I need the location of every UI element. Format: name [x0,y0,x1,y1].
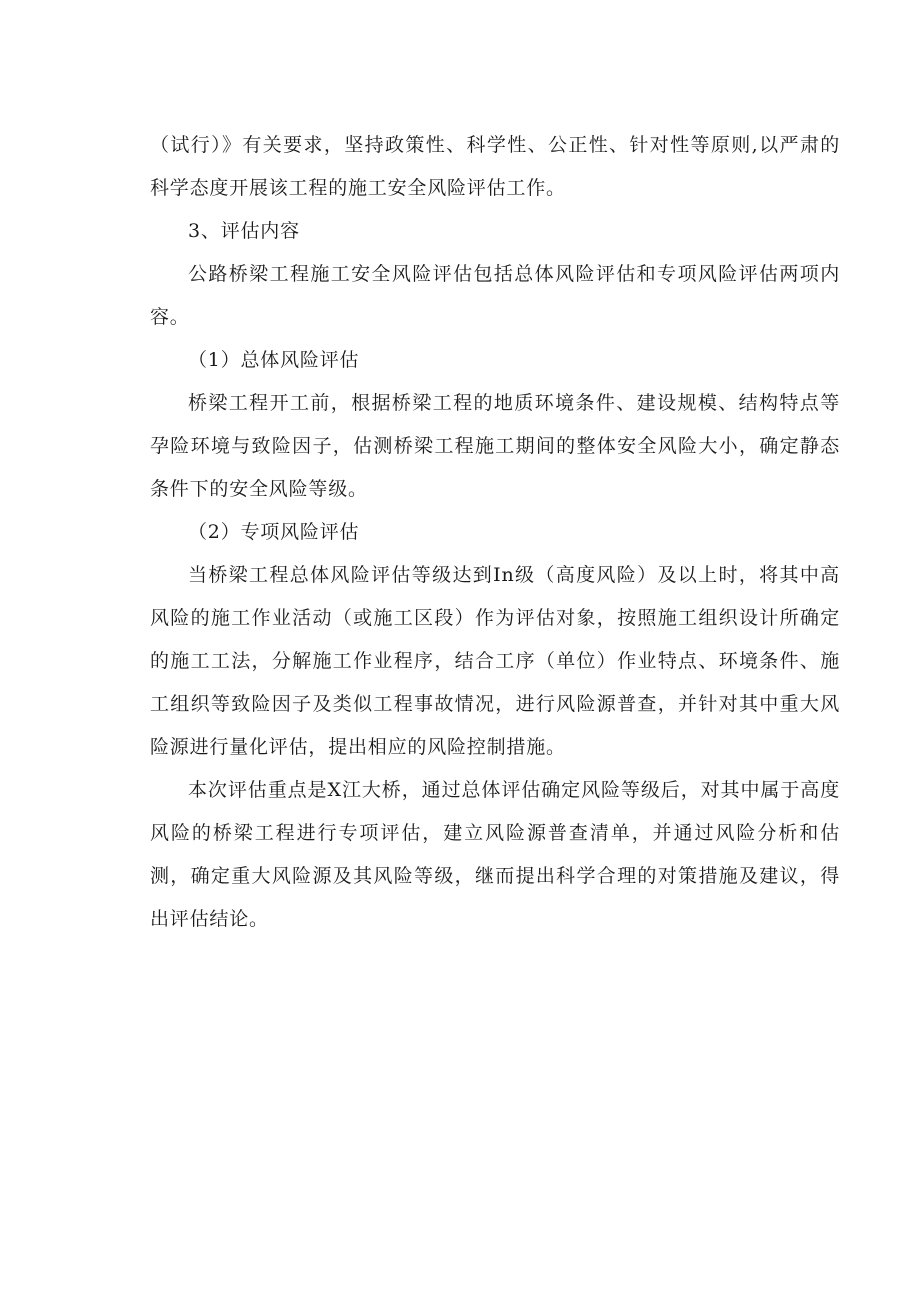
subsection-heading-overall-risk: （1）总体风险评估 [188,349,360,371]
paragraph-continuation: （试行）》有关要求，坚持政策性、科学性、公正性、针对性等原则,以严肃的科学态度开展该工程的施工安全风险评估工作。 [150,134,840,199]
paragraph-evaluation-scope: 公路桥梁工程施工安全风险评估包括总体风险评估和专项风险评估两项内容。 [150,263,840,328]
paragraph-overall-risk: 桥梁工程开工前，根据桥梁工程的地质环境条件、建设规模、结构特点等孕险环境与致险因子，估测桥梁工程施工期间的整体安全风险大小，确定静态条件下的安全风险等级。 [150,392,840,500]
paragraph-evaluation-focus: 本次评估重点是X江大桥，通过总体评估确定风险等级后，对其中属于高度风险的桥梁工程进行专项评估，建立风险源普查清单，并通过风险分析和估测，确定重大风险源及其风险等级，继而提出科学合理的对策措施及建议，得出评估结论。 [150,779,840,930]
paragraph-special-risk: 当桥梁工程总体风险评估等级达到In级（高度风险）及以上时，将其中高风险的施工作业活动（或施工区段）作为评估对象，按照施工组织设计所确定的施工工法，分解施工作业程序，结合工序（单位）作业特点、环境条件、施工组织等致险因子及类似工程事故情况，进行风险源普查，并针对其中重大风险源进行量化评估，提出相应的风险控制措施。 [150,564,840,758]
subsection-heading-special-risk: （2）专项风险评估 [188,521,360,543]
section-heading-evaluation-content: 3、评估内容 [188,220,300,242]
document-body [150,124,840,941]
